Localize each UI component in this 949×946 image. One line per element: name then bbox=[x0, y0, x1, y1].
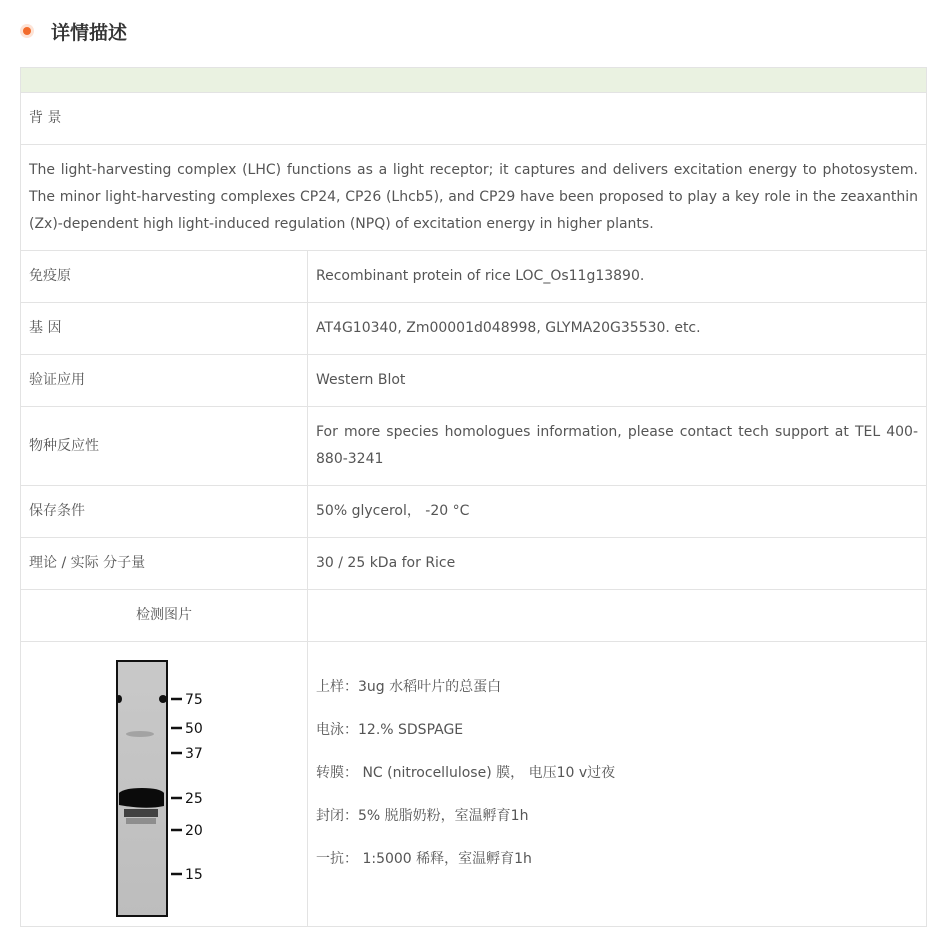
marker-label: 75 bbox=[185, 692, 203, 708]
blot-edge-mark bbox=[159, 695, 167, 703]
protocol-cell bbox=[308, 642, 927, 927]
marker-label: 20 bbox=[185, 823, 203, 839]
table-row bbox=[21, 355, 927, 407]
mw-label: 理论 / 实际 分子量 bbox=[21, 538, 308, 590]
table-row bbox=[21, 407, 927, 486]
application-label: 验证应用 bbox=[21, 355, 308, 407]
blot-minor-band bbox=[126, 818, 156, 824]
image-label: 检测图片 bbox=[21, 590, 308, 642]
application-value: Western Blot bbox=[308, 355, 927, 407]
marker-label: 15 bbox=[185, 867, 203, 883]
marker-label: 25 bbox=[185, 791, 203, 807]
protocol-transfer: 转膜： NC (nitrocellulose) 膜， 电压10 v过夜 bbox=[316, 764, 616, 781]
blot-edge-mark bbox=[116, 695, 122, 703]
table-row bbox=[21, 251, 927, 303]
section-title: 详情描述 bbox=[51, 21, 128, 44]
storage-value: 50% glycerol， -20 °C bbox=[308, 486, 927, 538]
table-row bbox=[21, 93, 927, 145]
gene-label: 基 因 bbox=[21, 303, 308, 355]
table-row bbox=[21, 145, 927, 251]
marker-label: 37 bbox=[185, 746, 203, 762]
reactivity-label: 物种反应性 bbox=[21, 407, 308, 486]
gene-value: AT4G10340, Zm00001d048998, GLYMA20G35530. etc. bbox=[308, 303, 927, 355]
table-row bbox=[21, 486, 927, 538]
western-blot-image bbox=[116, 660, 236, 918]
protocol-primary: 一抗： 1:5000 稀释，室温孵育1h bbox=[316, 850, 532, 867]
table-banner bbox=[21, 68, 927, 93]
protocol-blocking: 封闭：5% 脱脂奶粉，室温孵育1h bbox=[316, 807, 529, 824]
blot-minor-band bbox=[124, 809, 158, 817]
table-banner-row bbox=[21, 68, 927, 93]
protocol-sample: 上样：3ug 水稻叶片的总蛋白 bbox=[316, 678, 502, 695]
immunogen-value: Recombinant protein of rice LOC_Os11g13890. bbox=[308, 251, 927, 303]
table-row bbox=[21, 642, 927, 927]
table-row bbox=[21, 590, 927, 642]
mw-value: 30 / 25 kDa for Rice bbox=[308, 538, 927, 590]
storage-label: 保存条件 bbox=[21, 486, 308, 538]
section-header bbox=[20, 14, 127, 48]
reactivity-value: For more species homologues information, please contact tech support at TEL 400-880-3241 bbox=[308, 407, 927, 486]
background-text: The light-harvesting complex (LHC) functions as a light receptor; it captures and delivers excitation energy to photosystem. The minor light-harvesting complexes CP24, CP26 (Lhcb5), and CP29 have been proposed to play a key role in the zeaxanthin (Zx)-dependent high light-induced regulation (NPQ) of excitation energy in higher plants. bbox=[21, 145, 927, 251]
blot-faint-band bbox=[126, 731, 154, 737]
marker-label: 50 bbox=[185, 721, 203, 737]
table-row bbox=[21, 538, 927, 590]
immunogen-label: 免疫原 bbox=[21, 251, 308, 303]
western-blot-cell bbox=[21, 642, 308, 927]
western-blot-svg bbox=[116, 660, 236, 918]
background-label: 背 景 bbox=[21, 93, 927, 145]
blot-main-band bbox=[119, 788, 164, 808]
protocol-electrophoresis: 电泳：12.% SDSPAGE bbox=[316, 721, 464, 738]
marker-ticks bbox=[171, 692, 203, 883]
product-spec-table bbox=[20, 67, 927, 927]
bullet-dot-icon bbox=[23, 27, 31, 35]
image-value-empty bbox=[308, 590, 927, 642]
table-row bbox=[21, 303, 927, 355]
